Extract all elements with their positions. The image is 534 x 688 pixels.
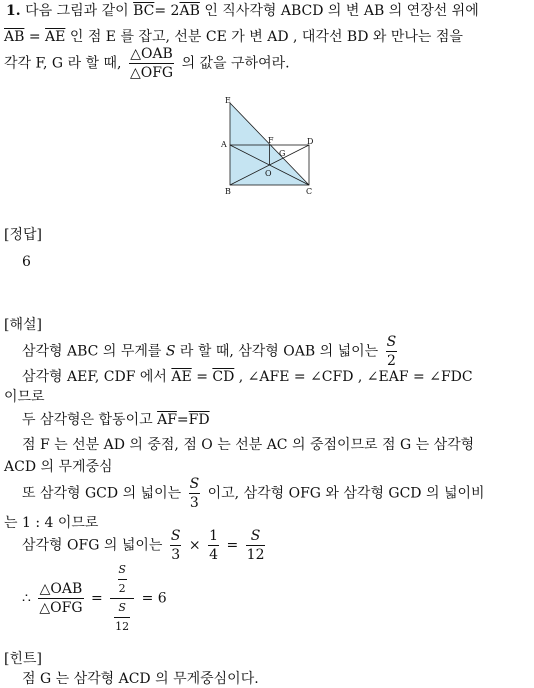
fraction-numerator: S <box>189 476 200 492</box>
fraction-denominator: 3 <box>189 495 199 511</box>
solution-line-1 <box>22 334 400 369</box>
label-o: O <box>265 169 272 178</box>
problem-line-3 <box>4 46 290 81</box>
fraction-s-over-3 <box>189 476 201 511</box>
solution-line-9 <box>22 528 268 563</box>
fraction-denominator: 12 <box>246 547 265 563</box>
times-sign: × <box>188 537 201 554</box>
solution-line-5: 점 F 는 선분 AD 의 중점, 점 O 는 선분 AC 의 중점이므로 점 G 는 삼각형 <box>22 437 475 453</box>
fraction-denominator: 12 <box>114 617 130 635</box>
equals-sign: = <box>226 537 239 554</box>
fraction-numerator: 1 <box>209 528 219 544</box>
solution-text: 삼각형 ABC 의 무게를 <box>22 343 162 360</box>
problem-text: 인 점 E 를 잡고, 선분 CE 가 변 AD , 대각선 BD 와 만나는 점을 <box>69 29 463 45</box>
answer-value: 6 <box>22 254 31 270</box>
fraction-s-over-12 <box>114 600 130 635</box>
ratio-fraction <box>38 581 83 616</box>
solution-line-8: 는 1 : 4 이므로 <box>4 515 99 531</box>
fraction-denominator: △OFG <box>39 600 83 616</box>
solution-line-3: 이므로 <box>4 389 45 405</box>
segment-ab: $\overline{AB}$ <box>4 29 25 45</box>
fraction-denominator: 2 <box>118 579 127 597</box>
fraction-numerator: S <box>386 334 397 350</box>
equals-sign: = <box>28 29 41 45</box>
fraction-s-over-3 <box>170 528 182 563</box>
label-c: C <box>306 187 313 196</box>
fraction-1-over-4 <box>208 528 219 563</box>
hint-heading: [힌트] <box>4 651 42 667</box>
problem-text: 다음 그림과 같이 <box>25 3 129 19</box>
label-f: F <box>268 136 274 145</box>
solution-line-4 <box>22 413 210 427</box>
solution-text: 또 삼각형 GCD 의 넓이는 <box>22 485 182 502</box>
geometry-figure <box>220 95 325 200</box>
problem-text: 인 직사각형 ABCD 의 변 AB 의 연장선 위에 <box>204 3 479 19</box>
solution-text: 이고, 삼각형 OFG 와 삼각형 GCD 의 넓이비 <box>207 485 485 502</box>
final-result: = 6 <box>141 590 167 607</box>
label-g: G <box>279 149 286 158</box>
fraction-numerator: S <box>170 528 181 544</box>
segment-af: $\overline{AF}$ <box>157 412 177 428</box>
hint-text: 점 G 는 삼각형 ACD 의 무게중심이다. <box>22 671 259 687</box>
equals-sign: = <box>176 412 189 428</box>
compound-fraction <box>110 562 134 635</box>
segment-ae: $\overline{AE}$ <box>45 29 66 45</box>
ratio-fraction <box>129 46 174 81</box>
problem-text: 각각 F, G 라 할 때, <box>4 55 122 72</box>
fraction-numerator: △OAB <box>39 581 83 597</box>
segment-fd: $\overline{FD}$ <box>188 412 210 428</box>
solution-text: , ∠AFE = ∠CFD , ∠EAF = ∠FDC <box>238 369 473 385</box>
label-d: D <box>307 137 314 146</box>
solution-line-2 <box>22 370 473 384</box>
solution-text: 라 할 때, 삼각형 OAB 의 넓이는 <box>179 343 379 360</box>
solution-heading: [해설] <box>4 317 42 333</box>
problem-text: 의 값을 구하여라. <box>181 55 290 72</box>
problem-number: 1. <box>6 3 21 19</box>
label-e: E <box>225 96 231 105</box>
answer-heading: [정답] <box>4 227 42 243</box>
segment-cd: $\overline{CD}$ <box>212 369 235 385</box>
equals-sign: = <box>90 590 103 607</box>
fraction-denominator: △OFG <box>129 65 174 81</box>
fraction-numerator: △OAB <box>130 46 173 62</box>
equals-two: = 2 <box>154 3 180 19</box>
compound-numerator <box>113 562 131 598</box>
variable-s: S <box>165 343 176 360</box>
label-a: A <box>221 140 227 149</box>
compound-denominator <box>110 598 134 635</box>
therefore-sign: ∴ <box>22 590 31 607</box>
fraction-numerator: S <box>118 563 126 576</box>
fraction-denominator: 3 <box>171 547 181 563</box>
fraction-s-over-2 <box>117 562 127 597</box>
problem-line-1 <box>6 4 479 18</box>
fraction-numerator: S <box>250 528 261 544</box>
label-b: B <box>225 187 231 196</box>
segment-ab: $\overline{AB}$ <box>179 3 200 19</box>
solution-text: 삼각형 OFG 의 넓이는 <box>22 537 163 554</box>
solution-line-10 <box>22 562 167 635</box>
fraction-denominator: 4 <box>209 547 219 563</box>
equals-sign: = <box>196 369 208 385</box>
fraction-numerator: S <box>118 601 126 614</box>
fraction-s-over-2 <box>386 334 398 369</box>
solution-line-7 <box>22 476 485 511</box>
fraction-s-over-12 <box>246 528 266 563</box>
segment-bc: $\overline{BC}$ <box>133 3 155 19</box>
solution-text: 두 삼각형은 합동이고 <box>22 412 153 428</box>
solution-text: 삼각형 AEF, CDF 에서 <box>22 369 167 385</box>
fraction-denominator: 2 <box>386 353 396 369</box>
problem-line-2 <box>4 30 463 44</box>
solution-line-6: ACD 의 무게중심 <box>4 459 113 475</box>
segment-ae: $\overline{AE}$ <box>171 369 192 385</box>
